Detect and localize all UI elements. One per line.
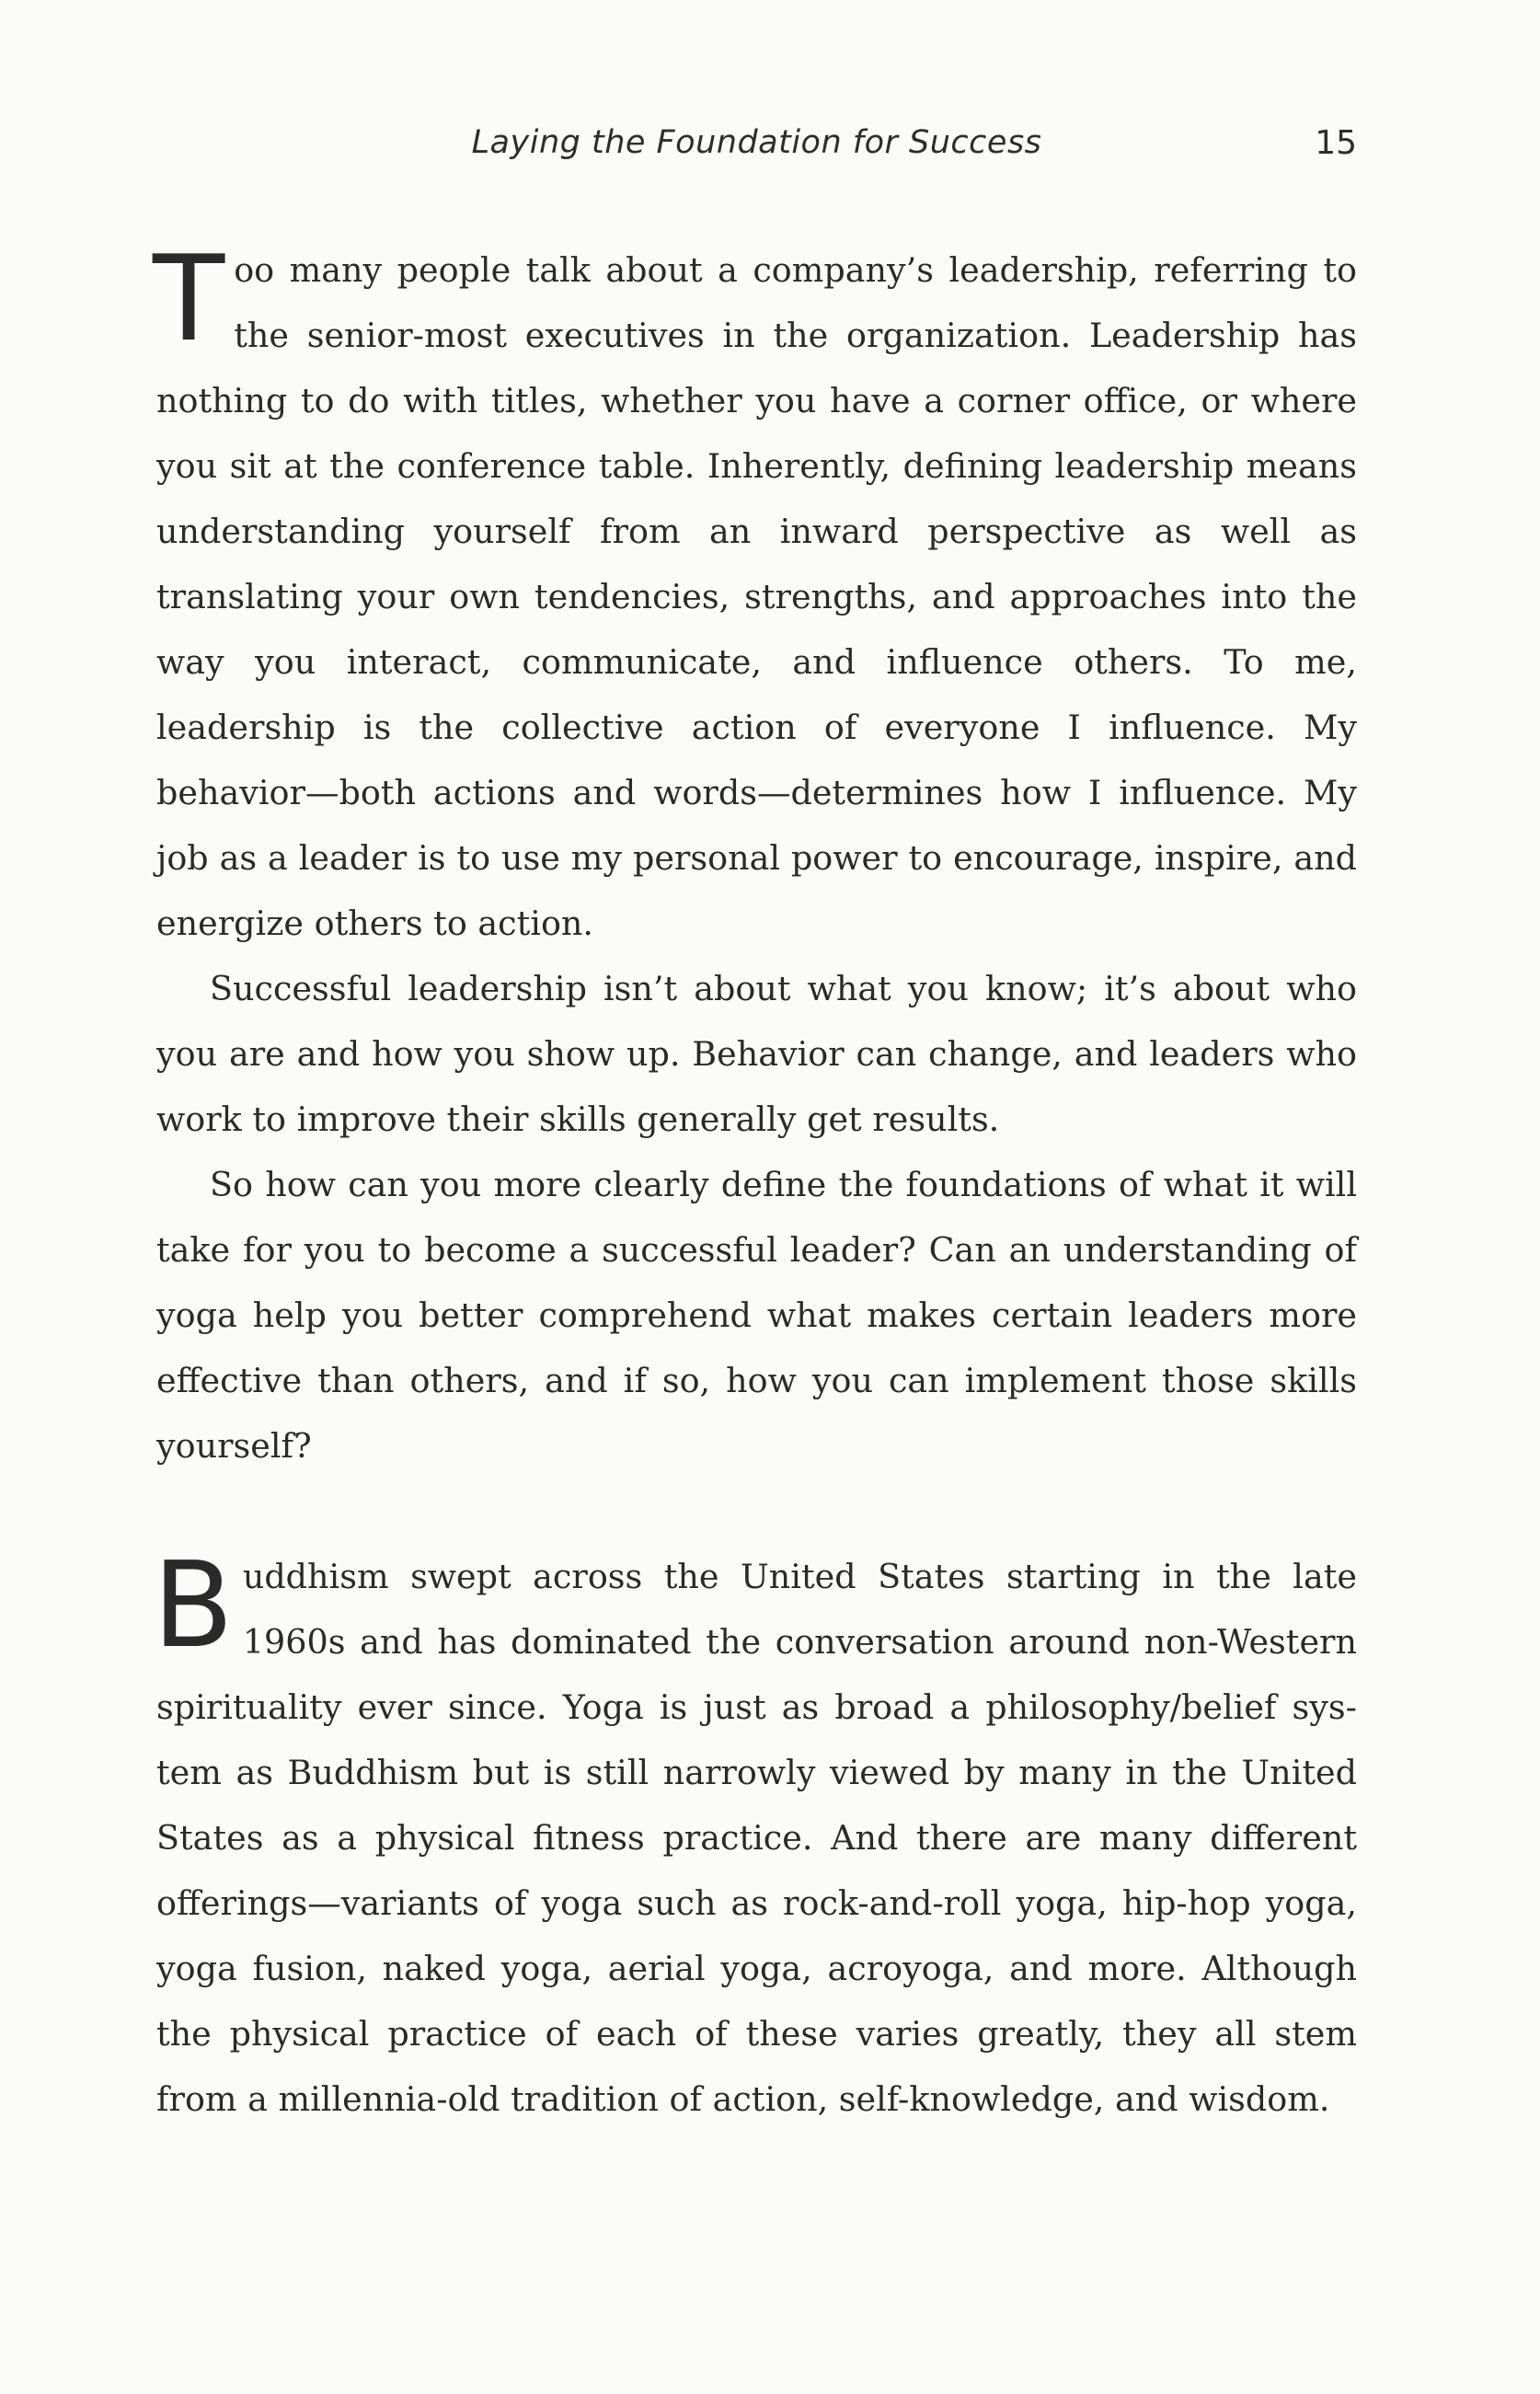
section-buddhism-yoga [153, 1537, 1357, 2132]
paragraph: Successful leadership isn’t about what you know; it’s about who you are and how you show up. Behavior can change, and leaders who work to improve their skills generally get results. [156, 969, 1357, 1139]
running-title: Laying the Foundation for Success [471, 124, 1042, 161]
dropcap: T [153, 231, 225, 368]
section-leadership [153, 231, 1357, 1479]
page-number: 15 [1315, 124, 1357, 162]
paragraph: So how can you more clearly define the foundations of what it will take for you to become a successful leader? Can an understanding of yoga help you better comprehend what makes certain leaders more effective than others, and if so, how you can implement those skills yourself? [156, 1165, 1357, 1466]
paragraph-opening [153, 231, 1357, 956]
paragraph-text: oo many people talk about a company’s leadership, referring to the senior-most executives in the organization. Leadership has nothing to do with titles, whether you have a corner office, or where you sit at the conference table. Inherently, defining leadership means understanding yourself from an inward perspective as well as translating your own tendencies, strengths, and approaches into the way you interact, communicate, and influence others. To me, leadership is the collective action of everyone I influence. My behavior—both actions and words—determines how I influence. My job as a leader is to use my personal power to encourage, inspire, and energize others to action. [156, 250, 1357, 943]
dropcap: B [153, 1537, 234, 1675]
paragraph-text: uddhism swept across the United States starting in the late 1960s and has dominated the conversation around non-Western spirituality ever since. Yoga is just as broad a philosophy/belief system as Buddhism but is still narrowly viewed by many in the United States as a physical fitness practice. And there are many different offerings—variants of yoga such as rock-and-roll yoga, hip-hop yoga, yoga fusion, naked yoga, aerial yoga, acroyoga, and more. Although the physical practice of each of these varies greatly, they all stem from a millennia-old tradition of action, self-knowledge, and wisdom. [156, 1557, 1357, 2119]
running-head [156, 124, 1357, 170]
paragraph-opening [153, 1537, 1357, 2132]
